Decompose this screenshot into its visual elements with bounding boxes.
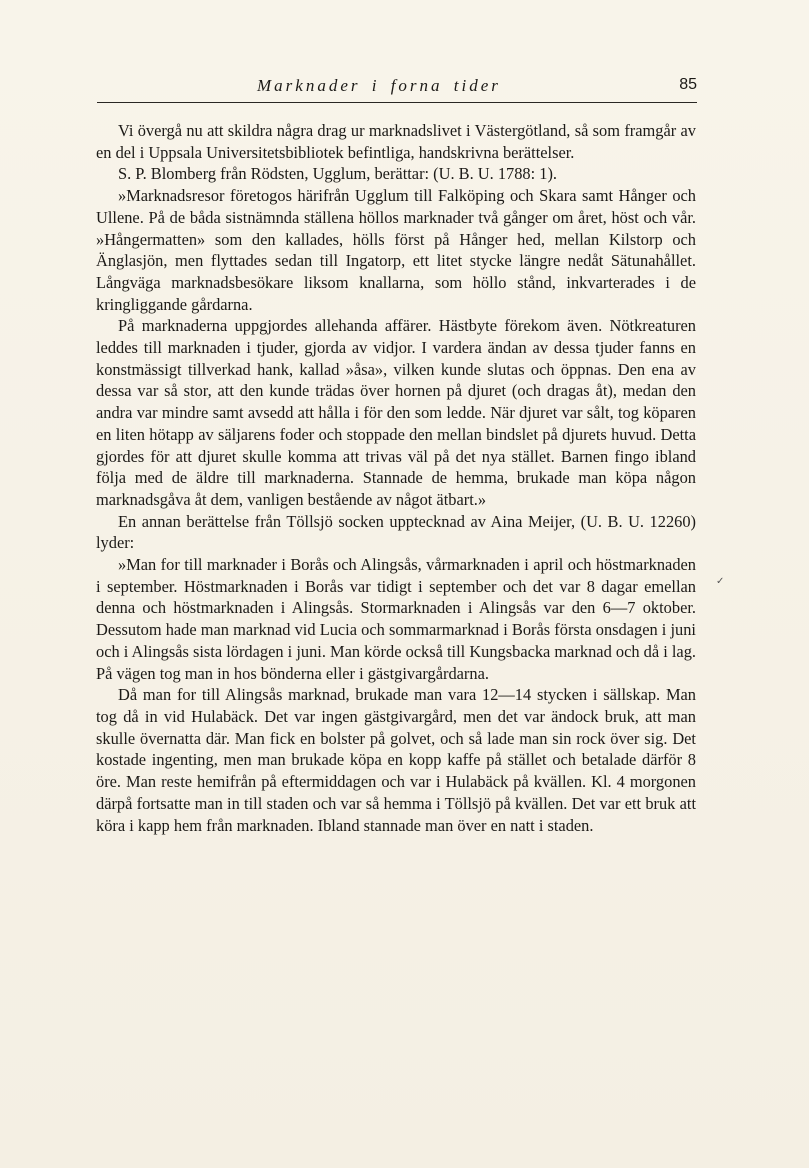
paragraph-hulabacke-journey: Då man for till Alingsås marknad, brukade man vara 12—14 stycken i sällskap. Man tog då in vid Hulabäck. Det var ingen gästgivargård, men det var ändock bruk, att man skulle övernatta där. Man fick en bolster på golvet, och så lade man sin rock över sig. Det kostade ingenting, men man brukade köpa en kopp kaffe på stället och betalade därför 8 öre. Man reste hemifrån på eftermiddagen och var i Hulabäck på kvällen. Kl. 4 morgonen därpå fortsatte man in till staden och var så hemma i Töllsjö på kvällen. Det var ett bruk att köra i kapp hem från marknaden. Ibland stannade man över en natt i staden. (96, 685, 696, 835)
running-title: Marknader i forna tider (257, 76, 501, 95)
paragraph-source-meijer: En annan berättelse från Töllsjö socken upptecknad av Aina Meijer, (U. B. U. 12260) lyder: (96, 511, 696, 553)
body-text (96, 120, 696, 836)
paragraph-cattle-trade: På marknaderna uppgjordes allehanda affärer. Hästbyte förekom även. Nötkreaturen leddes till marknaden i tjuder, gjorda av vidjor. I vardera ändan av dessa tjuder fanns en konstmässigt tillverkad hank, kallad »åsa», vilken kunde slutas och öppnas. Den ena av dessa var så stor, att den kunde trädas över hornen på djuret (och dragas åt), medan den andra var mindre samt avsedd att hålla i för den som ledde. När djuret var sålt, tog köparen en liten hötapp av säljarens foder och stoppade den mellan bindslet på djurets huvud. Detta gjordes för att djuret skulle komma att trivas väl på det nya stället. Barnen fingo ibland följa med de äldre till marknaderna. Stannade de hemma, brukade man köpa någon marknadsgåva åt dem, vanligen bestående av något ätbart.» (96, 316, 696, 509)
paragraph-boras-alingsas: »Man for till marknader i Borås och Alingsås, vårmarknaden i april och höstmarknaden i september. Höstmarknaden i Borås var tidigt i september och det var 8 dagar emellan denna och höstmarknaden i Alingsås. Stormarknaden i Alingsås var den 6—7 oktober. Dessutom hade man marknad vid Lucia och sommarmarknad i Borås första onsdagen i juni och i Alingsås sista lördagen i juni. Man körde också till Kungsbacka marknad och då i lag. På vägen tog man in hos bönderna eller i gästgivargårdarna. (96, 555, 696, 683)
page-number: 85 (679, 76, 697, 93)
paragraph-source-blomberg: S. P. Blomberg från Rödsten, Ugglum, berättar: (U. B. U. 1788: 1). (118, 164, 558, 184)
paragraph-intro: Vi övergå nu att skildra några drag ur marknadslivet i Västergötland, så som framgår av en del i Uppsala Universitetsbibliotek befintliga, handskrivna berättelser. (96, 121, 696, 162)
margin-mark: ✓ (716, 576, 725, 587)
paragraph-ugglum-markets: »Marknadsresor företogos härifrån Ugglum till Falköping och Skara samt Hånger och Ullene. På de båda sistnämnda ställena höllos marknader två gånger om året, höst och vår. »Hångermatten» som den kallades, hölls först på Hånger hed, mellan Kilstorp och Änglasjön, men flyttades sedan till Ingatorp, ett litet stycke längre nedåt Sätunahållet. Långväga marknadsbesökare liksom knallarna, som höllo stånd, inkvarterades i de kringliggande gårdarna. (96, 186, 696, 314)
page-header (97, 76, 697, 103)
